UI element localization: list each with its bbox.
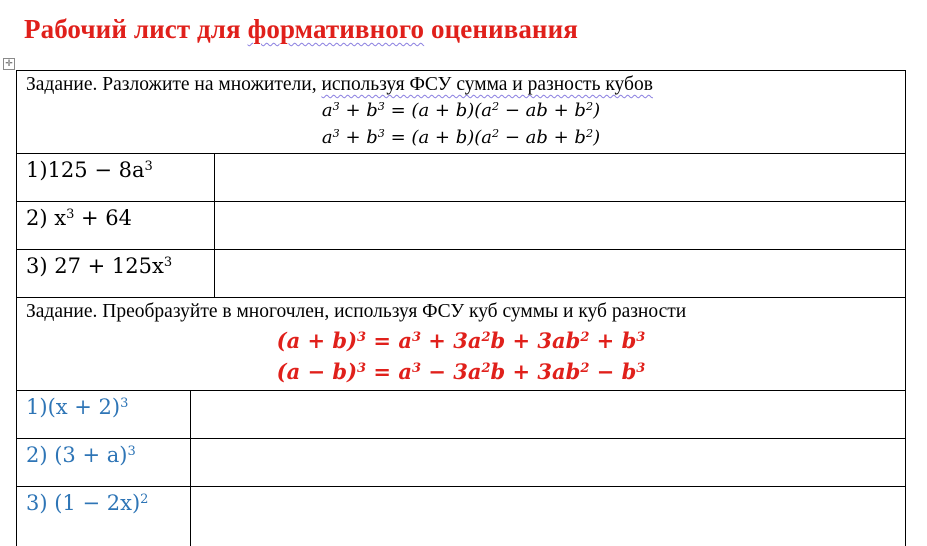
task2-expression: $1)(x + 2)^3$ (26, 395, 129, 419)
task2-text: Задание. Преобразуйте в многочлен, используя ФСУ куб суммы и куб разности (26, 301, 687, 322)
task1-item-cell (17, 250, 215, 297)
task1-header-cell (16, 70, 906, 154)
task1-row-1 (16, 153, 906, 202)
task2-header-cell (16, 297, 906, 391)
task1-item-cell (17, 154, 215, 201)
page-title (24, 14, 578, 45)
task1-expression: $1)125 - 8a^3$ (26, 158, 153, 182)
cube-sum-formula: $(a + b)^3 = a^3 + 3a^2b + 3ab^2 + b^3$ (276, 328, 646, 353)
task2-expression: 3) $(1 - 2x)^2$ (26, 491, 149, 515)
task2-item-cell (17, 391, 191, 438)
sum-cubes-formula-2: $a^3 + b^3 = (a + b)(a^2$ − ab + $b^2$) (321, 126, 601, 148)
task1-row-2 (16, 201, 906, 250)
task1-text: Задание. Разложите на множители, используя ФСУ сумма и разность кубов (26, 74, 653, 95)
task1-item-cell (17, 202, 215, 249)
move-cross-icon[interactable]: ✛ (3, 58, 15, 70)
title-text: Рабочий лист для формативного оценивания (24, 14, 578, 44)
task1-expression: 2) $x^3 + 64$ (26, 206, 133, 230)
task2-item-cell (17, 487, 191, 546)
task2-item-cell (17, 439, 191, 486)
cube-difference-formula: $(a - b)^3 = a^3 - 3a^2b + 3ab^2 - b^3$ (276, 359, 646, 384)
task1-row-3 (16, 249, 906, 298)
task2-expression: 2) $(3 + a)^3$ (26, 443, 136, 467)
task2-row-3 (16, 486, 906, 546)
task1-expression: 3) $27 + 125x^3$ (26, 254, 173, 278)
task2-row-1 (16, 390, 906, 439)
title-word-misspelled: формативного (247, 14, 425, 44)
task2-row-2 (16, 438, 906, 487)
sum-cubes-formula-1: $a^3 + b^3 = (a + b)(a^2$ − ab + $b^2$) (321, 99, 601, 121)
